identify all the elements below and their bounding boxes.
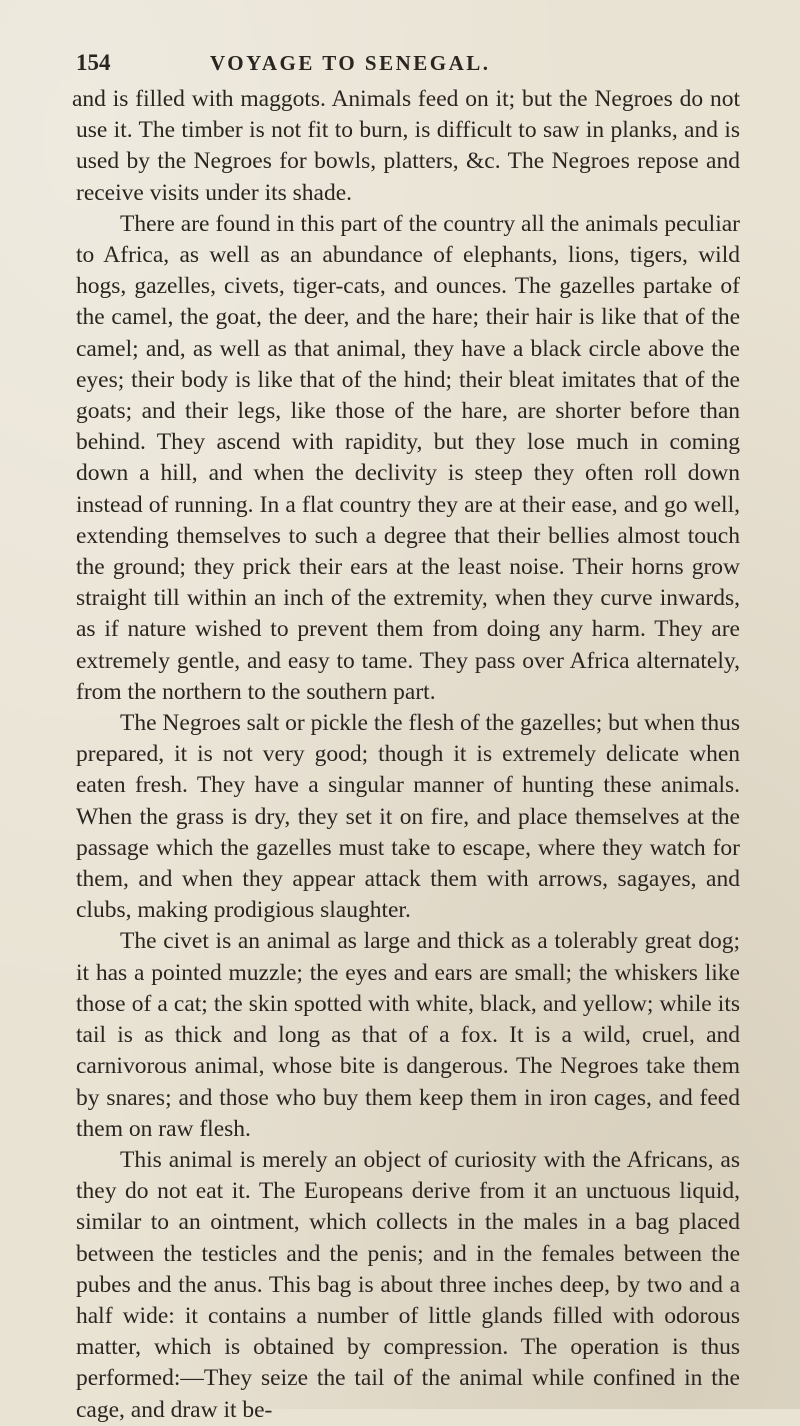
paragraph-civet: The civet is an animal as large and thick as a tolerably great dog; it has a pointed muzzle; the eyes and ears are small; the whiskers like those of a cat; the skin spotted with white, black, and yellow; while its tail is as thick and long as that of a fox. It is a wild, cruel, and carnivorous animal, whose bite is dangerous. The Negroes take them by snares; and those who buy them keep them in iron cages, and feed them on raw flesh. [76, 928, 740, 1142]
running-title: VOYAGE TO SENEGAL. [210, 51, 491, 75]
page-number: 154 [76, 50, 111, 75]
body-text [72, 84, 740, 1426]
running-head [76, 50, 740, 78]
paragraph-animals: There are found in this part of the country all the animals peculiar to Africa, as well as an abundance of elephants, lions, tigers, wild hogs, gazelles, civets, tiger-cats, and ounces. The gazelles partake of the camel, the goat, the deer, and the hare; their hair is like that of the camel; and, as well as that animal, they have a black circle above the eyes; their body is like that of the hind; their bleat imitates that of the goats; and their legs, like those of the hare, are shorter before than behind. They ascend with rapidity, but they lose much in coming down a hill, and when the declivity is steep they often roll down instead of running. In a flat country they are at their ease, and go well, extending themselves to such a degree that their bellies almost touch the ground; they prick their ears at the least noise. Their horns grow straight till within an inch of the extremity, when they curve inwards, as if nature wished to prevent them from doing any harm. They are extremely gentle, and easy to tame. They pass over Africa alternately, from the northern to the southern part. [76, 210, 740, 705]
paragraph-civet-use: This animal is merely an object of curiosity with the Africans, as they do not eat it. The Europeans derive from it an unctuous liquid, similar to an ointment, which collects in the males in a bag placed between the testicles and the penis; and in the females between the pubes and the anus. This bag is about three inches deep, by two and a half wide: it contains a number of little glands filled with odorous matter, which is obtained by compression. The operation is thus performed:—They seize the tail of the animal while confined in the cage, and draw it be- [76, 1146, 740, 1423]
paragraph-continuation: and is filled with maggots. Animals feed on it; but the Negroes do not use it. The timber is not fit to burn, is difficult to saw in planks, and is used by the Negroes for bowls, platters, &c. The Negroes repose and receive visits under its shade. [72, 86, 740, 206]
paragraph-gazelle-hunting: The Negroes salt or pickle the flesh of the gazelles; but when thus prepared, it is not very good; though it is extremely delicate when eaten fresh. They have a singular manner of hunting these animals. When the grass is dry, they set it on fire, and place themselves at the passage which the gazelles must take to escape, where they watch for them, and when they appear attack them with arrows, sagayes, and clubs, making prodigious slaughter. [76, 710, 740, 924]
